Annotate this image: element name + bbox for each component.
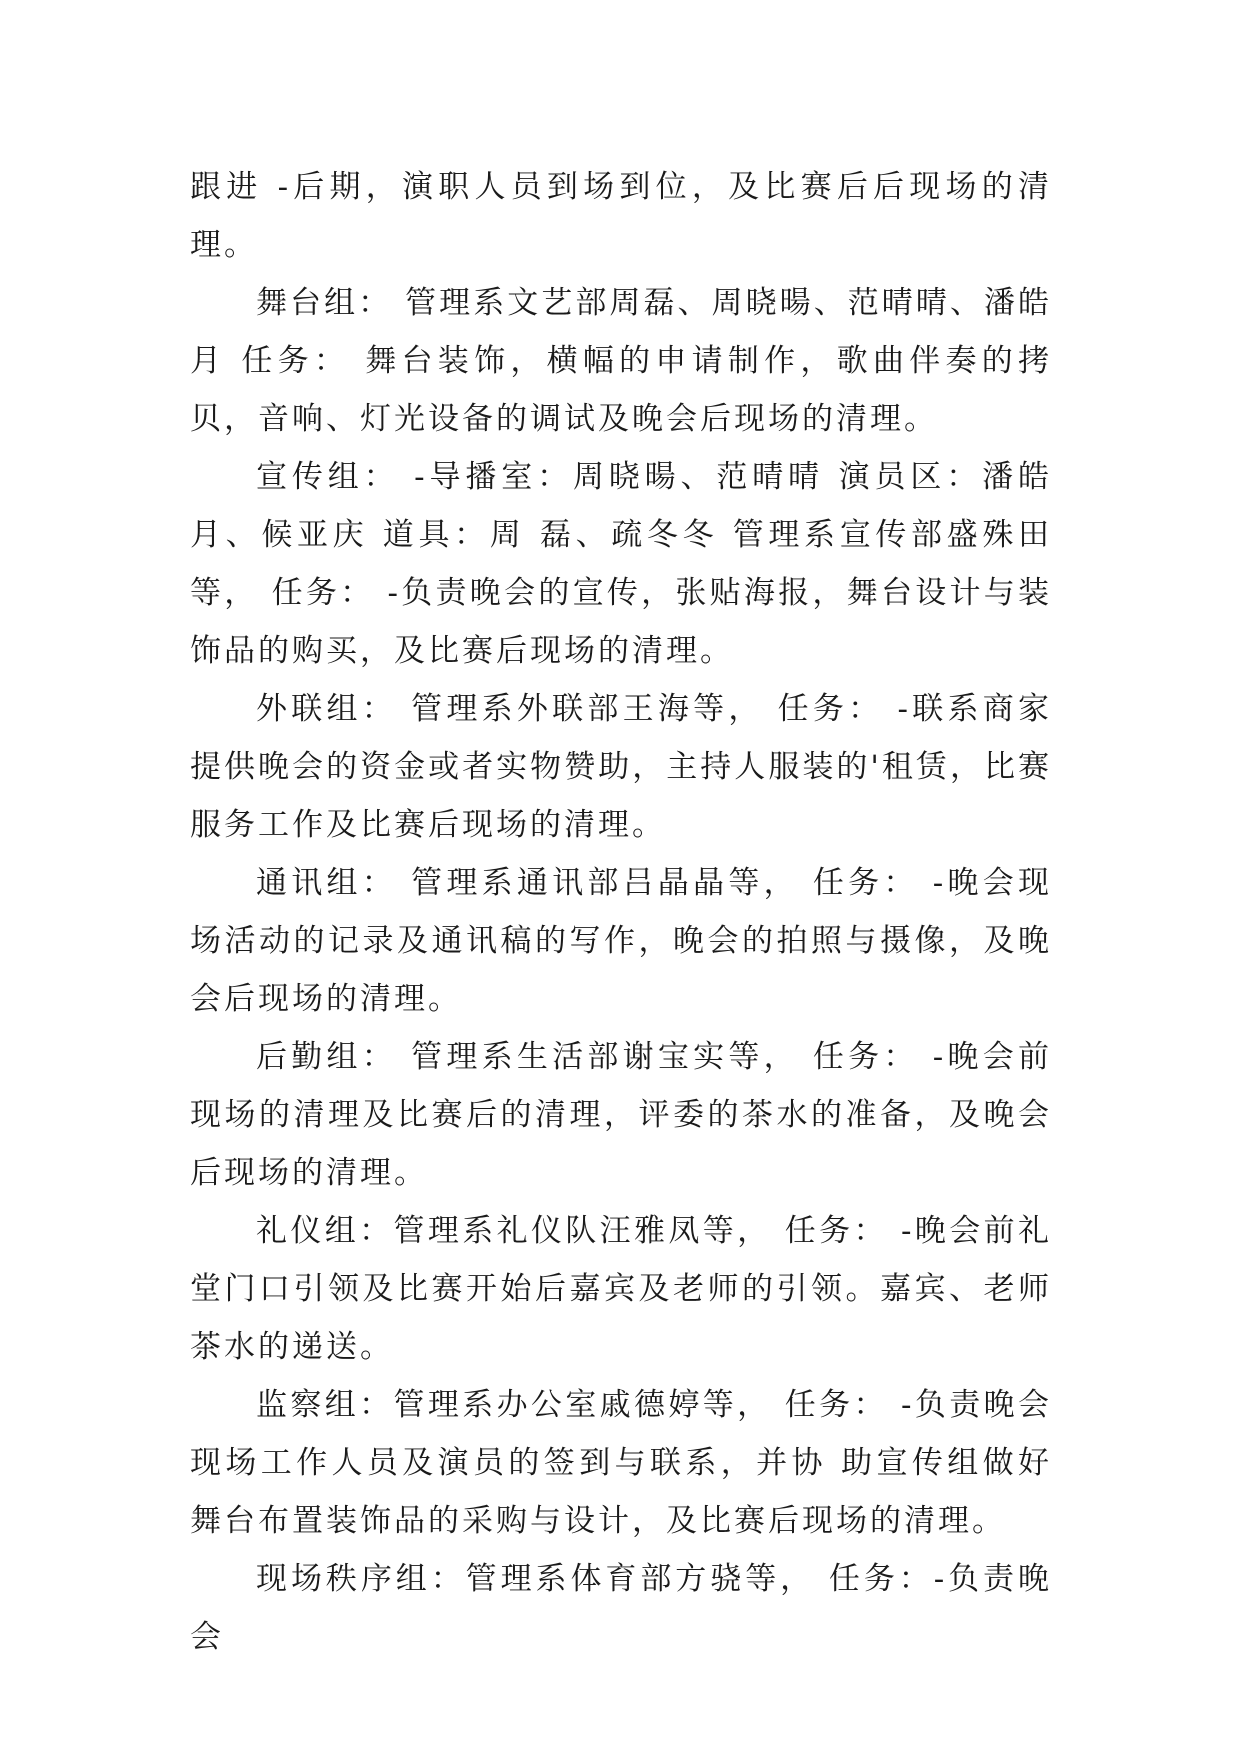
paragraph-follow-up: 跟进 -后期，演职人员到场到位，及比赛后后现场的清理。 (190, 169, 1052, 263)
paragraph-supervision-group: 监察组：管理系办公室戚德婷等， 任务： -负责晚会现场工作人员及演员的签到与联系，并协 助宣传组做好舞台布置装饰品的采购与设计，及比赛后现场的清理。 (190, 1387, 1052, 1539)
document-page (190, 158, 1052, 1666)
paragraph-logistics-group: 后勤组： 管理系生活部谢宝实等， 任务： -晚会前现场的清理及比赛后的清理，评委的茶水的准备，及晚会后现场的清理。 (190, 1039, 1052, 1191)
paragraph-stage-group: 舞台组： 管理系文艺部周磊、周晓暘、范晴晴、潘皓月 任务： 舞台装饰，横幅的申请制作，歌曲伴奏的拷贝，音响、灯光设备的调试及晚会后现场的清理。 (190, 285, 1052, 437)
paragraph-publicity-group: 宣传组： -导播室：周晓暘、范晴晴 演员区：潘皓月、候亚庆 道具：周 磊、疏冬冬 管理系宣传部盛殊田等， 任务： -负责晚会的宣传，张贴海报，舞台设计与装饰品的购买，及比赛后现场的清理。 (190, 459, 1052, 669)
paragraph-external-relations-group: 外联组： 管理系外联部王海等， 任务： -联系商家提供晚会的资金或者实物赞助，主持人服装的'租赁，比赛服务工作及比赛后现场的清理。 (190, 691, 1052, 843)
paragraph-etiquette-group: 礼仪组：管理系礼仪队汪雅凤等， 任务： -晚会前礼堂门口引领及比赛开始后嘉宾及老师的引领。嘉宾、老师茶水的递送。 (190, 1213, 1052, 1365)
paragraph-communications-group: 通讯组： 管理系通讯部吕晶晶等， 任务： -晚会现场活动的记录及通讯稿的写作，晚会的拍照与摄像，及晚会后现场的清理。 (190, 865, 1052, 1017)
paragraph-order-group: 现场秩序组：管理系体育部方骁等， 任务：-负责晚会 (190, 1561, 1052, 1655)
